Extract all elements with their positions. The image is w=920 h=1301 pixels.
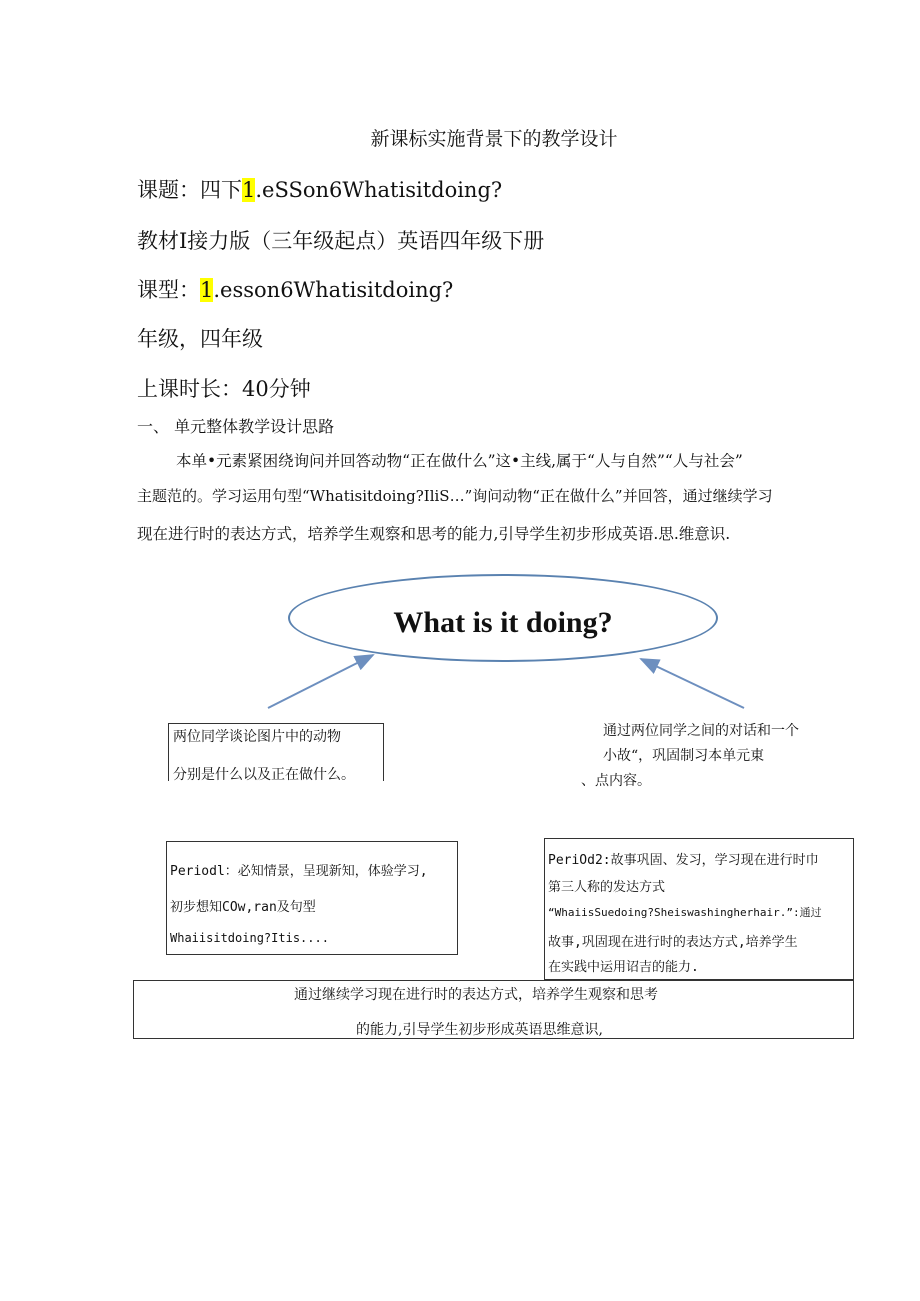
period2-line-3: “WhaiisSuedoing?Sheiswashingherhair.”:通过 [548, 906, 822, 919]
period2-line-5: 在实践中运用诏吉的能力. [548, 960, 699, 975]
period2-line-4: 故事,巩固现在进行时的表达方式,培养学生 [548, 935, 798, 950]
period1-line-3: Whaiisitdoing?Itis.... [170, 931, 329, 945]
left-note-box [168, 723, 384, 781]
goal-line-1: 通过继续学习现在进行时的表达方式，培养学生观察和思考 [294, 987, 658, 1003]
period2-line-2: 第三人称的发达方式 [548, 880, 666, 895]
period2-line-1: PeriOd2:故事巩固、发习，学习现在进行时巾 [548, 853, 819, 868]
period2-box [544, 838, 854, 980]
textbook-line: 教材I接力版（三年级起点）英语四年级下册 [137, 229, 545, 253]
page-title: 新课标实施背景下的教学设计 [370, 128, 618, 150]
duration-line: 上课时长：40分钟 [137, 377, 311, 401]
goal-box [133, 980, 854, 1039]
topic-rest: .eSSon6Whatisitdoing? [255, 178, 503, 202]
lesson-type-rest: .esson6Whatisitdoing? [213, 278, 454, 302]
left-note-line-2: 分别是什么以及正在做什么。 [173, 767, 355, 783]
center-question: What is it doing? [393, 606, 613, 639]
left-arrow [268, 655, 373, 708]
lesson-type-prefix: 课型： [137, 278, 200, 302]
topic-prefix: 课题：四下 [137, 178, 242, 202]
grade-line: 年级，四年级 [137, 327, 263, 351]
right-note-line-3: 、点内容。 [581, 773, 651, 789]
right-arrow [641, 659, 744, 708]
right-note-line-1: 通过两位同学之间的对话和一个 [603, 723, 799, 739]
left-note-line-1: 两位同学谈论图片中的动物 [173, 729, 341, 745]
intro-line-3: 现在进行时的表达方式，培养学生观察和思考的能力,引导学生初步形成英语.思.维意识. [137, 525, 731, 543]
intro-line-1: 本单•元素紧困绕询问并回答动物“正在做什么”这•主线,属于“人与自然”“人与社会” [176, 452, 743, 470]
lesson-type-highlight: 1 [200, 278, 214, 302]
period1-box [166, 841, 458, 955]
right-note-line-2: 小故“，巩固制习本单元東 [603, 748, 765, 764]
period1-line-1: Periodl：必知情景，呈现新知，体验学习, [170, 864, 428, 879]
topic-highlight: 1 [242, 178, 256, 202]
period1-line-2: 初步想知COw,ran及句型 [170, 900, 316, 915]
section-heading: 一、 单元整体教学设计思路 [137, 417, 335, 436]
intro-line-2: 主题范的。学习运用句型“Whatisitdoing?IliS…”询问动物“正在做什么”并回答，通过继续学习 [137, 487, 773, 505]
goal-line-2: 的能力,引导学生初步形成英语思维意识, [356, 1022, 603, 1038]
